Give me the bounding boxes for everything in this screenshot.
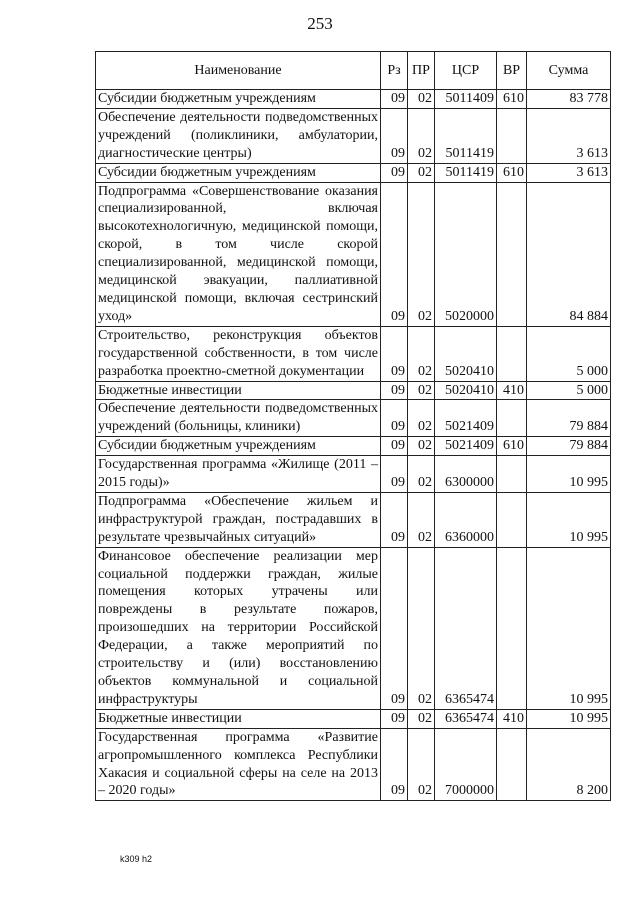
cell-rz: 09 — [381, 709, 408, 728]
cell-pr: 02 — [408, 326, 435, 381]
table-row — [96, 108, 611, 163]
table-header — [96, 52, 611, 90]
header-pr: ПР — [408, 52, 435, 90]
cell-pr: 02 — [408, 728, 435, 801]
table-row — [96, 728, 611, 801]
cell-csr: 6365474 — [435, 547, 497, 709]
table-row — [96, 492, 611, 547]
cell-name: Субсидии бюджетным учреждениям — [96, 437, 381, 456]
cell-pr: 02 — [408, 381, 435, 400]
cell-sum: 3 613 — [527, 108, 611, 163]
cell-rz: 09 — [381, 728, 408, 801]
header-sum: Сумма — [527, 52, 611, 90]
cell-sum: 10 995 — [527, 709, 611, 728]
cell-pr: 02 — [408, 456, 435, 493]
cell-sum: 83 778 — [527, 90, 611, 109]
table-row — [96, 326, 611, 381]
table-row — [96, 456, 611, 493]
cell-csr: 5011419 — [435, 108, 497, 163]
cell-sum: 10 995 — [527, 547, 611, 709]
cell-name: Подпрограмма «Совершенствование оказания специализированной, включая высокотехнологичную, медицинской помощи, скорой, в том числе скорой специализированной, медицинской помощи, медицинской эвакуации, паллиативной медицинской помощи, включая сестринский уход» — [96, 182, 381, 326]
budget-table — [95, 51, 611, 801]
cell-csr: 6300000 — [435, 456, 497, 493]
cell-rz: 09 — [381, 547, 408, 709]
table-body — [96, 90, 611, 801]
table-row — [96, 163, 611, 182]
cell-name: Подпрограмма «Обеспечение жильем и инфраструктурой граждан, пострадавших в результате чрезвычайных ситуаций» — [96, 492, 381, 547]
cell-vr: 410 — [497, 381, 527, 400]
cell-csr: 5020410 — [435, 326, 497, 381]
cell-pr: 02 — [408, 709, 435, 728]
cell-csr: 5011419 — [435, 163, 497, 182]
cell-vr — [497, 326, 527, 381]
cell-vr: 610 — [497, 437, 527, 456]
cell-rz: 09 — [381, 163, 408, 182]
cell-rz: 09 — [381, 437, 408, 456]
header-vr: ВР — [497, 52, 527, 90]
cell-name: Обеспечение деятельности подведомственных учреждений (поликлиники, амбулатории, диагностические центры) — [96, 108, 381, 163]
cell-name: Субсидии бюджетным учреждениям — [96, 163, 381, 182]
cell-name: Финансовое обеспечение реализации мер социальной поддержки граждан, жилые помещения которых утрачены или повреждены в результате пожаров, произошедших на территории Российской Федерации, а также мероприятий по строительству и (или) восстановлению объектов коммунальной и социальной инфраструктуры — [96, 547, 381, 709]
cell-pr: 02 — [408, 437, 435, 456]
cell-rz: 09 — [381, 108, 408, 163]
cell-pr: 02 — [408, 182, 435, 326]
cell-vr: 610 — [497, 163, 527, 182]
table-row — [96, 182, 611, 326]
page-number: 253 — [307, 14, 333, 33]
cell-vr: 610 — [497, 90, 527, 109]
cell-name: Государственная программа «Жилище (2011 – 2015 годы)» — [96, 456, 381, 493]
cell-vr: 410 — [497, 709, 527, 728]
table-row — [96, 400, 611, 437]
cell-csr: 7000000 — [435, 728, 497, 801]
cell-rz: 09 — [381, 456, 408, 493]
cell-sum: 79 884 — [527, 400, 611, 437]
cell-name: Бюджетные инвестиции — [96, 709, 381, 728]
cell-vr — [497, 728, 527, 801]
cell-pr: 02 — [408, 492, 435, 547]
cell-csr: 5020410 — [435, 381, 497, 400]
cell-name: Обеспечение деятельности подведомственных учреждений (больницы, клиники) — [96, 400, 381, 437]
cell-sum: 5 000 — [527, 381, 611, 400]
cell-pr: 02 — [408, 90, 435, 109]
cell-pr: 02 — [408, 108, 435, 163]
cell-pr: 02 — [408, 547, 435, 709]
cell-pr: 02 — [408, 400, 435, 437]
table-row — [96, 437, 611, 456]
cell-name: Строительство, реконструкция объектов государственной собственности, в том числе разработка проектно-сметной документации — [96, 326, 381, 381]
cell-csr: 5021409 — [435, 437, 497, 456]
cell-sum: 10 995 — [527, 456, 611, 493]
cell-vr — [497, 492, 527, 547]
cell-vr — [497, 108, 527, 163]
cell-csr: 6360000 — [435, 492, 497, 547]
header-rz: Рз — [381, 52, 408, 90]
cell-rz: 09 — [381, 182, 408, 326]
cell-sum: 5 000 — [527, 326, 611, 381]
table-row — [96, 547, 611, 709]
cell-name: Государственная программа «Развитие агропромышленного комплекса Республики Хакасия и социальной сферы на селе на 2013 – 2020 годы» — [96, 728, 381, 801]
table-row — [96, 381, 611, 400]
table-row — [96, 90, 611, 109]
cell-sum: 8 200 — [527, 728, 611, 801]
header-row — [96, 52, 611, 90]
cell-sum: 84 884 — [527, 182, 611, 326]
cell-sum: 3 613 — [527, 163, 611, 182]
header-csr: ЦСР — [435, 52, 497, 90]
cell-name: Субсидии бюджетным учреждениям — [96, 90, 381, 109]
cell-rz: 09 — [381, 400, 408, 437]
cell-vr — [497, 182, 527, 326]
header-name: Наименование — [96, 52, 381, 90]
cell-rz: 09 — [381, 90, 408, 109]
cell-sum: 10 995 — [527, 492, 611, 547]
cell-rz: 09 — [381, 326, 408, 381]
footer-code: k309 h2 — [120, 854, 153, 864]
cell-vr — [497, 400, 527, 437]
cell-rz: 09 — [381, 492, 408, 547]
cell-name: Бюджетные инвестиции — [96, 381, 381, 400]
cell-csr: 5020000 — [435, 182, 497, 326]
cell-csr: 5011409 — [435, 90, 497, 109]
cell-sum: 79 884 — [527, 437, 611, 456]
cell-csr: 6365474 — [435, 709, 497, 728]
cell-pr: 02 — [408, 163, 435, 182]
cell-rz: 09 — [381, 381, 408, 400]
cell-csr: 5021409 — [435, 400, 497, 437]
cell-vr — [497, 456, 527, 493]
cell-vr — [497, 547, 527, 709]
table-row — [96, 709, 611, 728]
